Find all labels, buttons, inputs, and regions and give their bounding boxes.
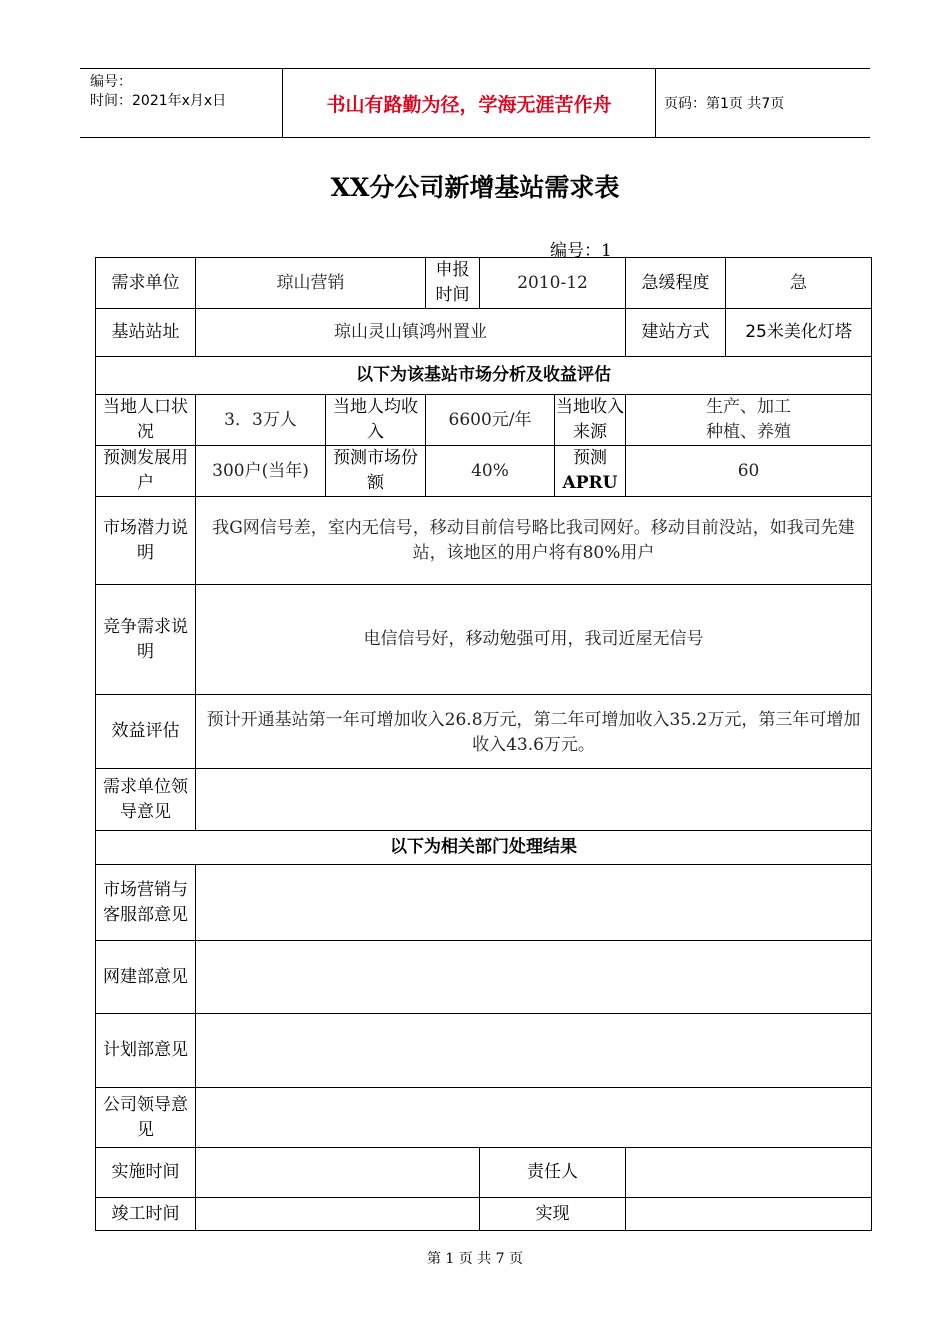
responsible-field[interactable] (626, 1148, 872, 1198)
header-meta (90, 73, 226, 111)
table-row (96, 357, 872, 395)
table-row (96, 309, 872, 357)
company-leader-label: 公司领导意见 (96, 1088, 196, 1148)
competition-text: 电信信号好，移动勉强可用，我司近屋无信号 (196, 585, 872, 695)
finish-time-label: 竣工时间 (96, 1198, 196, 1231)
table-row (96, 941, 872, 1014)
realize-field[interactable] (626, 1198, 872, 1231)
benefit-label: 效益评估 (96, 695, 196, 769)
build-method-label: 建站方式 (626, 309, 726, 357)
report-time-value: 2010-12 (480, 258, 626, 309)
request-form-table (95, 257, 872, 1231)
market-potential-label: 市场潜力说明 (96, 497, 196, 585)
table-row (96, 258, 872, 309)
realize-label: 实现 (480, 1198, 626, 1231)
forecast-users-label: 预测发展用户 (96, 446, 196, 497)
report-time-label: 申报时间 (426, 258, 480, 309)
table-row (96, 585, 872, 695)
table-row (96, 865, 872, 941)
table-row (96, 1148, 872, 1198)
header-motto: 书山有路勤为径，学海无涯苦作舟 (282, 69, 656, 137)
population-label: 当地人口状况 (96, 395, 196, 446)
planning-dept-label: 计划部意见 (96, 1014, 196, 1088)
urgency-label: 急缓程度 (626, 258, 726, 309)
table-row (96, 395, 872, 446)
competition-label: 竞争需求说明 (96, 585, 196, 695)
table-row (96, 1014, 872, 1088)
dept-value: 琼山营销 (196, 258, 426, 309)
dept-label: 需求单位 (96, 258, 196, 309)
table-row (96, 695, 872, 769)
income-label: 当地人均收入 (326, 395, 426, 446)
table-row (96, 497, 872, 585)
income-source-line-2: 种植、养殖 (706, 422, 792, 442)
marketing-dept-field[interactable] (196, 865, 872, 941)
document-number: 编号：1 (550, 241, 612, 261)
table-row (96, 1088, 872, 1148)
page-footer: 第 1 页 共 7 页 (426, 1251, 524, 1267)
impl-time-field[interactable] (196, 1148, 480, 1198)
arpu-label-line-1: 预测 (573, 448, 607, 468)
network-dept-label: 网建部意见 (96, 941, 196, 1014)
header-number-label: 编号： (90, 74, 132, 90)
income-source-value (626, 395, 872, 446)
build-method-value: 25米美化灯塔 (726, 309, 872, 357)
company-leader-field[interactable] (196, 1088, 872, 1148)
table-row (96, 1198, 872, 1231)
section-market-analysis: 以下为该基站市场分析及收益评估 (96, 357, 872, 395)
planning-dept-field[interactable] (196, 1014, 872, 1088)
impl-time-label: 实施时间 (96, 1148, 196, 1198)
responsible-label: 责任人 (480, 1148, 626, 1198)
benefit-text: 预计开通基站第一年可增加收入26.8万元，第二年可增加收入35.2万元，第三年可增加收入43.6万元。 (196, 695, 872, 769)
document-title: XX分公司新增基站需求表 (330, 173, 620, 202)
table-row (96, 831, 872, 865)
income-source-label: 当地收入来源 (556, 397, 624, 442)
market-share-label: 预测市场份额 (326, 446, 426, 497)
urgency-value: 急 (726, 258, 872, 309)
section-dept-results: 以下为相关部门处理结果 (96, 831, 872, 865)
arpu-label (555, 446, 626, 497)
forecast-users-value: 300户(当年) (196, 446, 326, 497)
marketing-dept-label: 市场营销与客服部意见 (96, 865, 196, 941)
finish-time-field[interactable] (196, 1198, 480, 1231)
arpu-label-line-2: APRU (562, 473, 618, 493)
leader-opinion-label: 需求单位领导意见 (96, 769, 196, 831)
income-value: 6600元/年 (426, 395, 555, 446)
network-dept-field[interactable] (196, 941, 872, 1014)
market-share-value: 40% (426, 446, 555, 497)
income-source-label-cell (555, 395, 626, 446)
income-source-line-1: 生产、加工 (706, 397, 792, 417)
header-page-info: 页码：第1页 共7页 (664, 96, 785, 112)
leader-opinion-field[interactable] (196, 769, 872, 831)
site-value: 琼山灵山镇鸿州置业 (196, 309, 626, 357)
population-value: 3．3万人 (196, 395, 326, 446)
header-time: 时间：2021年x月x日 (90, 93, 227, 109)
page-header (80, 68, 870, 138)
arpu-value: 60 (626, 446, 872, 497)
table-row (96, 769, 872, 831)
table-row (96, 446, 872, 497)
site-label: 基站站址 (96, 309, 196, 357)
market-potential-text: 我G网信号差，室内无信号，移动目前信号略比我司网好。移动目前没站，如我司先建站，该地区的用户将有80%用户 (196, 497, 872, 585)
